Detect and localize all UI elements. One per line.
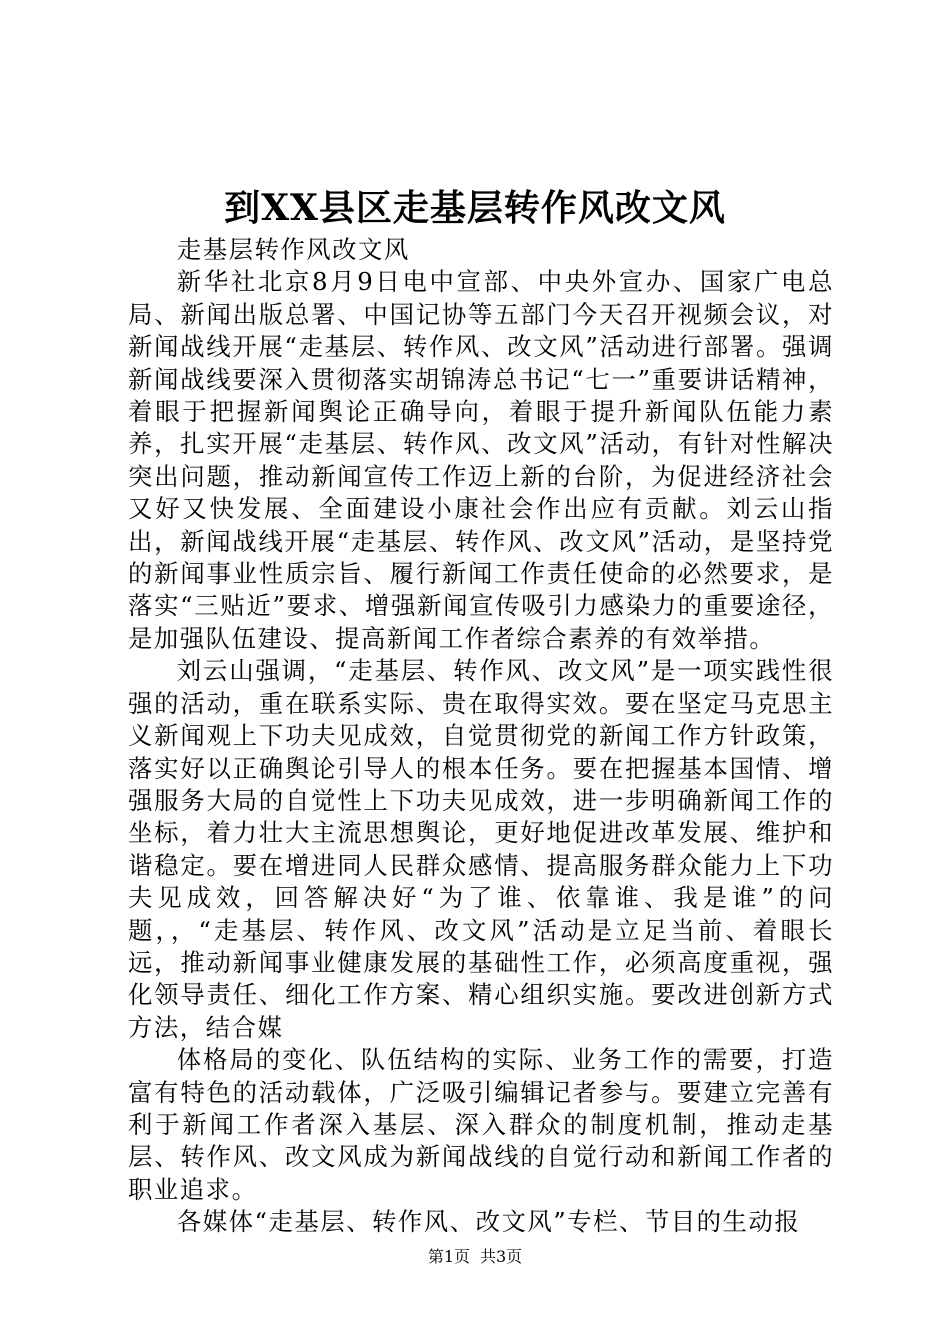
page-footer [0,1246,950,1268]
page-number-current: 第1页 [427,1247,470,1266]
document-body [128,234,834,1239]
paragraph-subtitle: 走基层转作风改文风 [176,235,410,264]
document-title: 到XX县区走基层转作风改文风 [224,187,726,229]
paragraph: 新华社北京8月9日电中宣部、中央外宣办、国家广电总局、新闻出版总署、中国记协等五部门今天召开视频会议，对新闻战线开展“走基层、转作风、改文风”活动进行部署。强调新闻战线要深入贯彻落实胡锦涛总书记“七一”重要讲话精神，着眼于把握新闻舆论正确导向，着眼于提升新闻队伍能力素养，扎实开展“走基层、转作风、改文风”活动，有针对性解决突出问题，推动新闻宣传工作迈上新的台阶，为促进经济社会又好又快发展、全面建设小康社会作出应有贡献。刘云山指出，新闻战线开展“走基层、转作风、改文风”活动，是坚持党的新闻事业性质宗旨、履行新闻工作责任使命的必然要求，是落实“三贴近”要求、增强新闻宣传吸引力感染力的重要途径，是加强队伍建设、提高新闻工作者综合素养的有效举措。 [128,267,834,653]
paragraph: 各媒体“走基层、转作风、改文风”专栏、节目的生动报 [176,1207,801,1237]
paragraph: 刘云山强调，“走基层、转作风、改文风”是一项实践性很强的活动，重在联系实际、贵在取得实效。要在坚定马克思主义新闻观上下功夫见成效，自觉贯彻党的新闻工作方针政策，落实好以正确舆论引导人的根本任务。要在把握基本国情、增强服务大局的自觉性上下功夫见成效，进一步明确新闻工作的坐标，着力壮大主流思想舆论，更好地促进改革发展、维护和谐稳定。要在增进同人民群众感情、提高服务群众能力上下功夫见成效，回答解决好“为了谁、依靠谁、我是谁”的问题，，“走基层、转作风、改文风”活动是立足当前、着眼长远，推动新闻事业健康发展的基础性工作，必须高度重视，强化领导责任、细化工作方案、精心组织实施。要改进创新方式方法，结合媒 [128,656,834,1042]
paragraph: 体格局的变化、队伍结构的实际、业务工作的需要，打造富有特色的活动载体，广泛吸引编辑记者参与。要建立完善有利于新闻工作者深入基层、深入群众的制度机制，推动走基层、转作风、改文风成为新闻战线的自觉行动和新闻工作者的职业追求。 [128,1045,834,1204]
page-number-total: 共3页 [480,1247,523,1266]
